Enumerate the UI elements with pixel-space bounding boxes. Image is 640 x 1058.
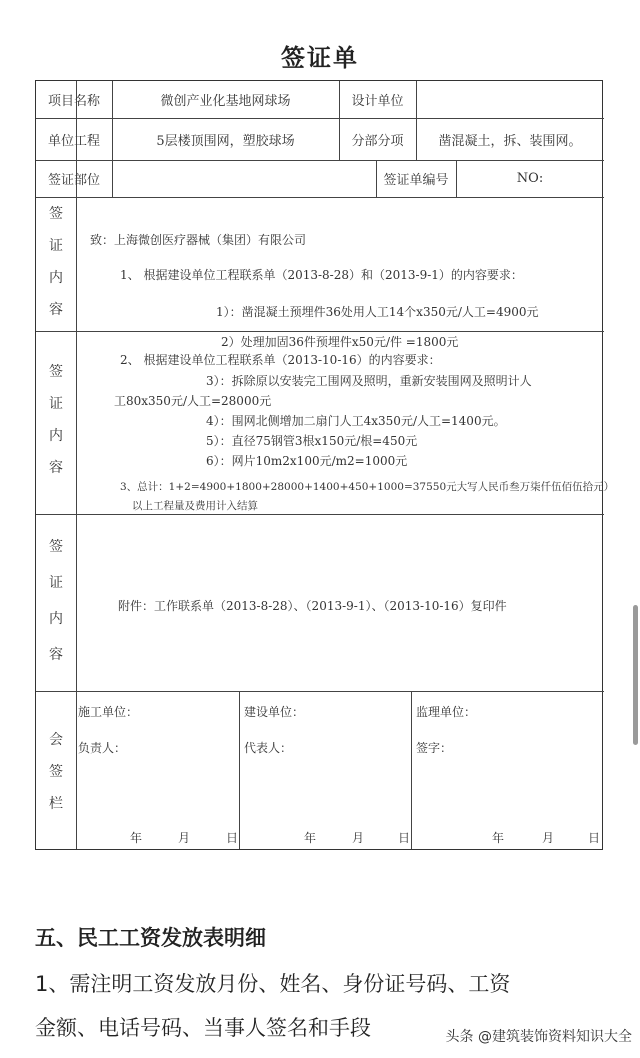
content-line: 6）：网片10m2x100元/m2=1000元 (206, 454, 408, 468)
content-line: 2）处理加固36件预埋件x50元/件 =1800元 (221, 335, 459, 349)
date-month: 月 (178, 831, 191, 845)
label-visa-location: 签证部位 (47, 173, 100, 188)
attachment-line: 附件：工作联系单（2013-8-28）、（2013-9-1）、（2013-10-16）复印件 (118, 599, 507, 613)
content-line: 1）：凿混凝土预埋件36处用人工14个x350元/人工=4900元 (216, 305, 539, 319)
owner-unit-label: 建设单位： (244, 705, 305, 719)
section-label-visa-content: 签 证 内 容 (49, 364, 63, 476)
column-divider (411, 691, 412, 849)
date-year: 年 (492, 831, 505, 845)
responsible-person-label: 负责人： (78, 741, 127, 755)
value-project-name: 微创产业化基地网球场 (160, 94, 291, 109)
date-day: 日 (226, 831, 239, 845)
section-label-visa-content: 签 证 内 容 (49, 539, 63, 663)
column-divider (239, 691, 240, 849)
supervision-unit-label: 监理单位： (416, 705, 477, 719)
content-line-total: 3、总计：1+2=4900+1800+28000+1400+450+1000=37550元大写人民币叁万柒仟伍佰伍拾元） (120, 481, 615, 493)
date-year: 年 (304, 831, 317, 845)
label-unit-project: 单位工程 (47, 133, 100, 149)
document-title: 签证单 (281, 44, 359, 72)
visa-form-table (35, 80, 615, 850)
value-design-unit (416, 81, 604, 118)
row-divider (36, 197, 604, 198)
representative-label: 代表人： (244, 741, 293, 755)
content-line: 4）：围网北侧增加二扇门人工4x350元/人工=1400元。 (206, 414, 506, 428)
date-month: 月 (352, 831, 365, 845)
content-line: 2、 根据建设单位工程联系单（2013-10-16）的内容要求： (120, 353, 441, 367)
value-visa-location (112, 160, 376, 197)
content-line: 致：上海微创医疗器械（集团）有限公司 (90, 233, 307, 247)
row-divider (36, 514, 604, 515)
construction-unit-label: 施工单位： (78, 705, 139, 719)
label-project-name: 项目名称 (47, 94, 100, 109)
content-line: 5）：直径75钢管3根x150元/根=450元 (206, 434, 418, 448)
date-year: 年 (130, 831, 143, 845)
value-visa-number: NO: (516, 171, 544, 186)
section-label-visa-content: 签 证 内 容 (49, 206, 63, 318)
content-line: 以上工程量及费用计入结算 (132, 500, 258, 512)
content-line: 3）：拆除原以安装完工围网及照明，重新安装围网及照明计人 (206, 374, 532, 388)
date-day: 日 (398, 831, 411, 845)
row-divider (36, 331, 604, 332)
label-sub-item: 分部分项 (351, 133, 404, 149)
article-paragraph-line: 1、需注明工资发放月份、姓名、身份证号码、工资 (35, 972, 511, 996)
value-unit-project: 5层楼顶围网，塑胶球场 (156, 133, 295, 149)
source-watermark: 头条 @建筑装饰资料知识大全 (446, 1026, 632, 1046)
label-visa-number: 签证单编号 (383, 173, 449, 188)
section-label-countersign: 会 签 栏 (49, 732, 63, 812)
content-line: 工80x350元/人工=28000元 (114, 394, 272, 408)
date-month: 月 (542, 831, 555, 845)
date-day: 日 (588, 831, 601, 845)
row-divider (36, 691, 604, 692)
signature-label: 签字： (416, 741, 453, 755)
value-sub-item: 凿混凝土，拆、装围网。 (438, 133, 582, 149)
article-section-heading: 五、民工工资发放表明细 (35, 926, 266, 950)
label-design-unit: 设计单位 (351, 94, 404, 109)
article-paragraph-line: 金额、电话号码、当事人签名和手段 (35, 1016, 371, 1040)
content-line: 1、 根据建设单位工程联系单（2013-8-28）和（2013-9-1）的内容要求： (120, 268, 523, 282)
page-scrollbar[interactable] (633, 605, 638, 745)
